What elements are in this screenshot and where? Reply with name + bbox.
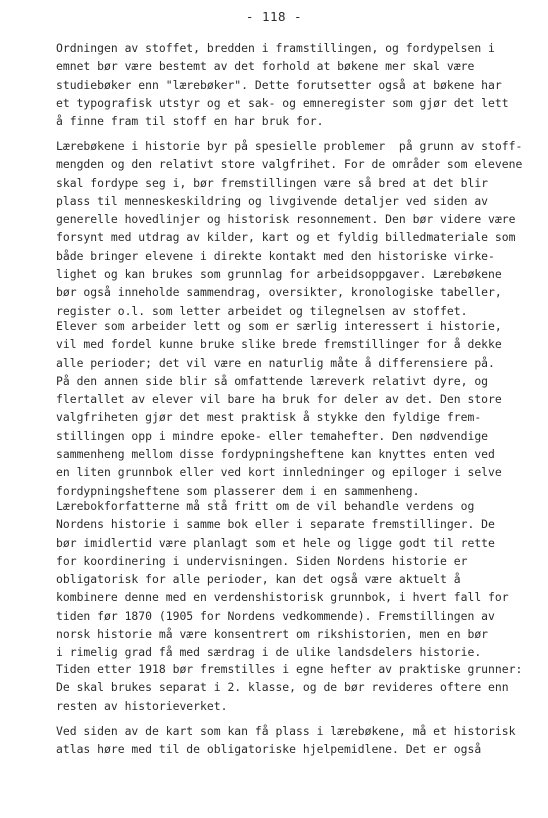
text-line: emnet bør være bestemt av det forhold at bøkene mer skal være xyxy=(56,59,475,74)
text-line: for koordinering i undervisningen. Siden Nordens historie er xyxy=(56,553,468,568)
text-line: sammenheng mellom disse fordypningsheftene kan knyttes enten ved xyxy=(56,447,495,462)
paragraph-6 xyxy=(56,722,536,759)
text-line: å finne fram til stoff en har bruk for. xyxy=(56,114,324,129)
text-line: i rimelig grad få med særdrag i de ulike landsdelers historie. xyxy=(56,645,482,660)
text-line: plass til menneskeskildring og livgivende detaljer ved siden av xyxy=(56,193,489,208)
text-line: alle perioder; det vil være en naturlig måte å differensiere på. xyxy=(56,355,495,370)
text-line: tiden før 1870 (1905 for Nordens vedkommende). Fremstillingen av xyxy=(56,608,495,623)
text-line: Ved siden av de kart som kan få plass i lærebøkene, må et historisk xyxy=(56,724,516,738)
paragraph-1 xyxy=(56,39,536,130)
text-line: resten av historieverket. xyxy=(56,698,228,713)
text-line: På den annen side blir så omfattende læreverk relativt dyre, og xyxy=(56,373,489,388)
page-number: - 118 - xyxy=(245,9,303,24)
text-line: skal fordype seg i, bør fremstillingen være så bred at det blir xyxy=(56,175,489,190)
text-line: norsk historie må være konsentrert om rikshistorien, men en bør xyxy=(56,627,489,642)
text-line: kombinere denne med en verdenshistorisk grunnbok, i hvert fall for xyxy=(56,590,509,605)
text-line: både bringer elevene i direkte kontakt med den historiske virke- xyxy=(56,248,495,263)
text-line: et typografisk utstyr og et sak- og emneregister som gjør det lett xyxy=(56,95,509,110)
text-line: lighet og kan brukes som grunnlag for arbeidsoppgaver. Lærebøkene xyxy=(56,267,502,282)
paragraph-4 xyxy=(56,497,536,662)
text-line: studiebøker enn "lærebøker". Dette forutsetter også at bøkene har xyxy=(56,77,502,92)
paragraph-2 xyxy=(56,137,536,320)
text-line: atlas høre med til de obligatoriske hjelpemidlene. Det er også xyxy=(56,742,482,757)
text-line: en liten grunnbok eller ved kort innledninger og epiloger i selve xyxy=(56,465,502,480)
text-line: valgfriheten gjør det mest praktisk å stykke den fyldige frem- xyxy=(56,410,482,425)
text-line: bør imidlertid være planlagt som et hele og ligge godt til rette xyxy=(56,535,495,550)
text-line: Elever som arbeider lett og som er særlig interessert i historie, xyxy=(56,319,502,333)
text-line: vil med fordel kunne bruke slike brede fremstillinger for å dekke xyxy=(56,337,502,352)
text-line: Nordens historie i samme bok eller i separate fremstillinger. De xyxy=(56,517,495,532)
paragraph-5 xyxy=(56,660,536,715)
text-line: Lærebokforfatterne må stå fritt om de vil behandle verdens og xyxy=(56,499,475,513)
text-line: register o.l. som letter arbeidet og tilegnelsen av stoffet. xyxy=(56,303,468,318)
text-line: forsynt med utdrag av kilder, kart og et fyldig billedmateriale som xyxy=(56,230,516,245)
text-line: Ordningen av stoffet, bredden i framstillingen, og fordypelsen i xyxy=(56,41,495,55)
text-line: flertallet av elever vil bare ha bruk for deler av det. Den store xyxy=(56,392,502,407)
text-line: stillingen opp i mindre epoke- eller temahefter. Den nødvendige xyxy=(56,428,489,443)
text-line: obligatorisk for alle perioder, kan det også være aktuelt å xyxy=(56,572,461,587)
text-line: mengden og den relativt store valgfrihet. For de områder som elevene xyxy=(56,157,523,172)
paragraph-3 xyxy=(56,317,536,500)
text-line: fordypningsheftene som plasserer dem i en sammenheng. xyxy=(56,483,420,498)
text-line: generelle hovedlinjer og historisk resonnement. Den bør videre være xyxy=(56,212,516,227)
text-line: Tiden etter 1918 bør fremstilles i egne hefter av praktiske grunner: xyxy=(56,662,523,676)
text-line: De skal brukes separat i 2. klasse, og de bør revideres oftere enn xyxy=(56,680,509,695)
text-line: bør også inneholde sammendrag, oversikter, kronologiske tabeller, xyxy=(56,285,502,300)
text-line: Lærebøkene i historie byr på spesielle problemer på grunn av stoff- xyxy=(56,139,523,153)
